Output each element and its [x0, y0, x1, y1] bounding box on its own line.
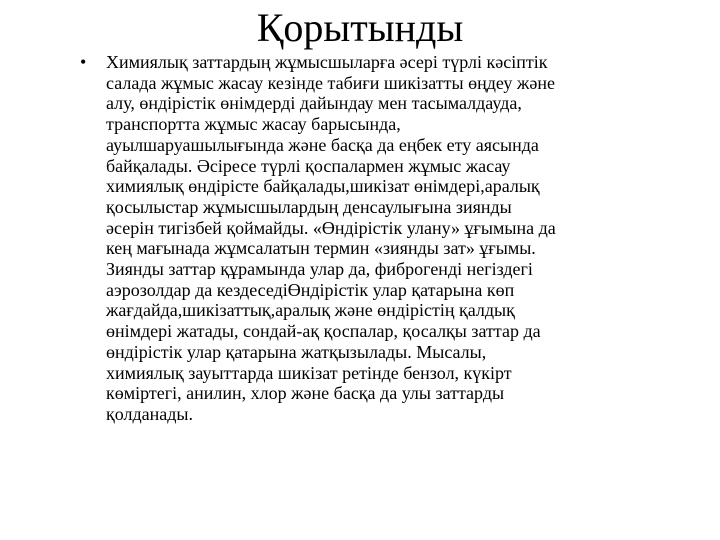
text-line: транспортта жұмыс жасау барысында,: [106, 114, 401, 135]
bullet-text: [106, 52, 640, 425]
text-line: химиялық өндірісте байқалады,шикізат өнімдері,аралық: [106, 176, 540, 197]
slide-title: Қорытынды: [256, 5, 464, 50]
text-line: алу, өндірістік өнімдерді дайындау мен тасымалдауда,: [106, 93, 522, 114]
text-line: жағдайда,шикізаттық,аралық және өндірістің қалдық: [106, 300, 515, 321]
text-line: өндірістік улар қатарына жатқызылады. Мысалы,: [106, 341, 487, 362]
text-line: байқалады. Әсіресе түрлі қоспалармен жұмыс жасау: [106, 155, 511, 176]
bullet-item: [80, 52, 640, 425]
text-line: салада жұмыс жасау кезінде табиғи шикізатты өңдеу және: [106, 72, 555, 93]
text-line: қосылыстар жұмысшылардың денсаулығына зиянды: [106, 196, 512, 217]
text-line: ауылшаруашылығында және басқа да еңбек ету аясында: [106, 134, 539, 155]
text-line: қолданады.: [106, 403, 194, 424]
text-line: кең мағынада жұмсалатын термин «зиянды зат» ұғымы.: [106, 238, 536, 259]
text-line: Химиялық заттардың жұмысшыларға әсері түрлі кәсіптік: [106, 52, 548, 72]
text-line: аэрозолдар да кездеседіӨндірістік улар қатарына көп: [106, 279, 515, 300]
text-line: көміртегі, анилин, хлор және басқа да улы заттарды: [106, 383, 505, 404]
text-line: әсерін тигізбей қоймайды. «Өндірістік улану» ұғымына да: [106, 217, 556, 238]
text-line: химиялық зауыттарда шикізат ретінде бензол, күкірт: [106, 362, 512, 383]
slide-body: [80, 52, 640, 425]
text-line: Зиянды заттар құрамында улар да, фиброгенді негіздегі: [106, 259, 533, 280]
text-line: өнімдері жатады, сондай-ақ қоспалар, қосалқы заттар да: [106, 321, 541, 342]
bullet-marker: •: [80, 52, 87, 72]
bullet-list: [80, 52, 640, 425]
